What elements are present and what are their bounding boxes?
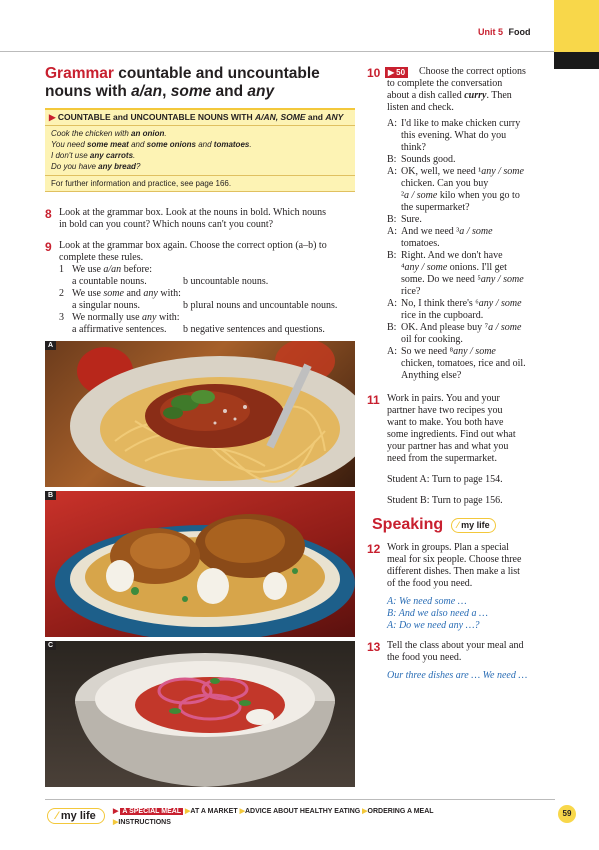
- dialogue-text: And we need ³a / some: [401, 226, 493, 237]
- dialogue-line: [387, 142, 547, 154]
- my-life-badge-label: my life: [461, 519, 490, 530]
- grammar-box-footer: For further information and practice, see page 166.: [51, 179, 232, 188]
- dialogue-text: think?: [401, 142, 426, 153]
- dialogue-text: chicken, tomatoes, rice and oil.: [401, 358, 526, 369]
- dialogue-speaker: B:: [387, 250, 397, 261]
- dialogue-speaker: A:: [387, 298, 397, 309]
- dialogue-speaker: [387, 202, 401, 214]
- footer-link-instructions[interactable]: ▶INSTRUCTIONS: [113, 819, 171, 826]
- exercise-12-line-3: different dishes. Then make a list: [387, 566, 520, 577]
- exercise-9-text-2: complete these rules.: [59, 252, 144, 263]
- dialogue-text: chicken. Can you buy: [401, 178, 489, 189]
- dialogue-line: [387, 118, 547, 130]
- exercise-11-line-6: need from the supermarket.: [387, 453, 497, 464]
- dialogue-text: ⁴any / some onions. I'll get: [401, 262, 507, 273]
- rule-3: 3 We normally use any with: a affirmative sentences. b negative sentences and questions.: [59, 312, 325, 335]
- footer-link-market[interactable]: ▶AT A MARKET: [185, 808, 238, 815]
- dialogue-line: [387, 334, 547, 346]
- dialogue-speaker: B:: [387, 214, 397, 225]
- photo-b-label: B: [45, 491, 56, 500]
- page-number: 59: [558, 805, 576, 823]
- dialogue-speaker: A:: [387, 166, 397, 177]
- dialogue-text: OK. And please buy ⁷a / some: [401, 322, 522, 333]
- rule-1-option-a: a countable nouns.: [72, 276, 147, 287]
- dialogue-speaker: [387, 274, 401, 286]
- exercise-10-intro-2: to complete the conversation: [387, 78, 503, 89]
- grammar-title-some: some: [170, 83, 212, 100]
- dialogue-text: oil for cooking.: [401, 334, 463, 345]
- box-heading-and: and: [305, 112, 326, 122]
- photo-b-chicken: [45, 491, 355, 637]
- dialogue-speaker: [387, 334, 401, 346]
- exercise-11: [367, 393, 547, 507]
- dialogue-text: OK, well, we need ¹any / some: [401, 166, 524, 177]
- dialogue-text: So we need ⁸any / some: [401, 346, 496, 357]
- exercise-9-text-1: Look at the grammar box again. Choose the correct option (a–b) to: [59, 240, 327, 251]
- my-life-badge: [451, 518, 496, 533]
- dialogue-line: [387, 202, 547, 214]
- box-heading-em: A/AN, SOME: [254, 112, 306, 122]
- footer-rule: [45, 799, 555, 800]
- dialogue-line: [387, 298, 547, 310]
- exercise-12-line-1: Work in groups. Plan a special: [387, 542, 509, 553]
- footer-link-healthy[interactable]: ▶ADVICE ABOUT HEALTHY EATING: [239, 808, 361, 815]
- dialogue-speaker: B:: [387, 154, 397, 165]
- arrow-icon: ▶: [362, 808, 368, 815]
- rule-1-option-b: b uncountable nouns.: [183, 276, 269, 287]
- speaking-heading: [372, 516, 496, 534]
- footer-my-life-badge: [47, 808, 105, 824]
- exercise-10-intro-3: about a dish called curry. Then: [387, 90, 512, 101]
- exercise-12-example-2: B: And we also need a …: [387, 608, 488, 619]
- dialogue-speaker: [387, 262, 401, 274]
- exercise-13-example: Our three dishes are … We need …: [387, 670, 528, 681]
- exercise-12-line-4: of the food you need.: [387, 578, 473, 589]
- audio-track-badge[interactable]: [385, 67, 408, 78]
- grammar-title-any: any: [247, 83, 275, 100]
- exercise-13-line-1: Tell the class about your meal and: [387, 640, 524, 651]
- arrow-icon: ▶: [239, 808, 245, 815]
- speaking-title: Speaking: [372, 516, 444, 533]
- dialogue-line: [387, 166, 547, 178]
- rule-1: 1 We use a/an before: a countable nouns. b uncountable nouns.: [59, 264, 269, 287]
- rule-2: 2 We use some and any with: a singular nouns. b plural nouns and uncountable nouns.: [59, 288, 338, 311]
- exercise-9: [45, 240, 360, 336]
- exercise-11-line-1: Work in pairs. You and your: [387, 393, 500, 404]
- rules-list: [59, 264, 360, 336]
- dialogue-line: [387, 322, 547, 334]
- exercise-10: [367, 66, 547, 382]
- rule-3-option-a: a affirmative sentences.: [72, 324, 167, 335]
- box-heading-any: ANY: [325, 112, 344, 122]
- example-line-4: Do you have any bread?: [51, 162, 141, 171]
- pencil-tick-icon: ⁄: [457, 519, 459, 530]
- dialogue-speaker: [387, 358, 401, 370]
- exercise-11-line-4: some ingredients. Find out what: [387, 429, 516, 440]
- example-line-2: You need some meat and some onions and tomatoes.: [51, 140, 252, 149]
- dialogue-text: No, I think there's ⁶any / some: [401, 298, 522, 309]
- dialogue-text: rice?: [401, 286, 421, 297]
- rule-2-option-b: b plural nouns and uncountable nouns.: [183, 300, 338, 311]
- dialogue: [387, 118, 547, 382]
- example-line-3: I don't use any carrots.: [51, 151, 136, 160]
- footer-pencil-icon: ⁄: [56, 810, 58, 822]
- exercise-12-number: 12: [367, 542, 381, 556]
- box-heading-pre: COUNTABLE and UNCOUNTABLE NOUNS WITH: [57, 112, 255, 122]
- exercise-8-number: 8: [45, 207, 52, 221]
- exercise-11-line-2: partner have two recipes you: [387, 405, 503, 416]
- dialogue-speaker: [387, 130, 401, 142]
- header-black-tab: [554, 52, 599, 69]
- footer-link-special-meal[interactable]: ▶ A SPECIAL MEAL: [113, 808, 182, 815]
- photo-c-salad: [45, 641, 355, 787]
- rule-2-option-a: a singular nouns.: [72, 300, 141, 311]
- grammar-title-red: Grammar: [45, 65, 114, 82]
- arrow-icon: ▶: [113, 819, 119, 826]
- footer-badge-label: my life: [60, 810, 96, 822]
- exercise-8-text-1: Look at the grammar box. Look at the nouns in bold. Which nouns: [59, 207, 326, 218]
- dialogue-line: [387, 274, 547, 286]
- dialogue-line: [387, 178, 547, 190]
- grammar-title-line2: nouns with: [45, 83, 132, 100]
- student-b-instruction: Student B: Turn to page 156.: [387, 495, 503, 506]
- dialogue-speaker: [387, 238, 401, 250]
- dialogue-speaker: [387, 178, 401, 190]
- exercise-10-intro-1: Choose the correct options: [419, 66, 526, 77]
- exercise-11-number: 11: [367, 393, 380, 407]
- grammar-box-heading: [45, 110, 355, 125]
- exercise-12: [367, 542, 547, 632]
- exercise-8-text-2: in bold can you count? Which nouns can't you count?: [59, 219, 274, 230]
- dialogue-text: the supermarket?: [401, 202, 470, 213]
- exercise-12-line-2: meal for six people. Choose three: [387, 554, 522, 565]
- exercise-8: [45, 207, 360, 231]
- dialogue-line: [387, 370, 547, 382]
- exercise-12-example-1: A: We need some …: [387, 596, 467, 607]
- dialogue-line: [387, 214, 547, 226]
- exercise-11-line-5: your partner has and what you: [387, 441, 509, 452]
- exercise-12-example-3: A: Do we need any …?: [387, 620, 480, 631]
- dialogue-speaker: [387, 286, 401, 298]
- spaghetti-illustration: [45, 341, 355, 487]
- dialogue-line: [387, 358, 547, 370]
- rule-3-option-b: b negative sentences and questions.: [183, 324, 325, 335]
- exercise-13-line-2: the food you need.: [387, 652, 462, 663]
- dialogue-line: [387, 226, 547, 238]
- dialogue-text: Sure.: [401, 214, 422, 225]
- audio-track-number: 50: [396, 68, 406, 77]
- dialogue-text: tomatoes.: [401, 238, 440, 249]
- header-rule: [0, 51, 599, 52]
- chicken-illustration: [45, 491, 355, 637]
- dialogue-text: ²a / some kilo when you go to: [401, 190, 520, 201]
- dialogue-text: Anything else?: [401, 370, 462, 381]
- arrow-right-icon: ▶: [49, 112, 56, 122]
- dialogue-text: rice in the cupboard.: [401, 310, 484, 321]
- dialogue-text: some. Do we need ⁵any / some: [401, 274, 524, 285]
- unit-label: [478, 27, 531, 37]
- footer-link-ordering[interactable]: ▶ORDERING A MEAL: [362, 808, 434, 815]
- dialogue-line: [387, 346, 547, 358]
- grammar-title-aan: a/an: [131, 83, 163, 100]
- play-icon: ▶: [388, 68, 395, 77]
- unit-number: Unit 5: [478, 27, 504, 37]
- exercise-13: [367, 640, 547, 682]
- dialogue-speaker: B:: [387, 322, 397, 333]
- dialogue-line: [387, 238, 547, 250]
- dialogue-line: [387, 250, 547, 262]
- footer-lesson-links: [113, 806, 453, 828]
- dialogue-line: [387, 190, 547, 202]
- dialogue-line: [387, 262, 547, 274]
- grammar-examples: [45, 128, 355, 172]
- dialogue-speaker: A:: [387, 346, 397, 357]
- dialogue-speaker: [387, 310, 401, 322]
- dialogue-speaker: [387, 142, 401, 154]
- exercise-11-line-3: want to make. You both have: [387, 417, 504, 428]
- grammar-box-rule: [45, 125, 355, 126]
- arrow-icon: ▶: [185, 808, 191, 815]
- grammar-box: [45, 108, 355, 192]
- dialogue-speaker: A:: [387, 118, 397, 129]
- dialogue-speaker: [387, 370, 401, 382]
- dialogue-line: [387, 286, 547, 298]
- dialogue-line: [387, 130, 547, 142]
- photo-a-spaghetti: [45, 341, 355, 487]
- photo-c-label: C: [45, 641, 56, 650]
- exercise-10-number: 10: [367, 66, 381, 80]
- dialogue-line: [387, 154, 547, 166]
- dialogue-line: [387, 310, 547, 322]
- dialogue-speaker: A:: [387, 226, 397, 237]
- unit-topic: Food: [508, 27, 531, 37]
- grammar-title: [45, 65, 345, 101]
- dialogue-speaker: [387, 190, 401, 202]
- dialogue-text: Right. And we don't have: [401, 250, 503, 261]
- grammar-title-rest: countable and uncountable: [113, 65, 320, 82]
- dialogue-text: this evening. What do you: [401, 130, 507, 141]
- grammar-title-and: and: [211, 83, 248, 100]
- dialogue-text: I'd like to make chicken curry: [401, 118, 521, 129]
- photo-a-label: A: [45, 341, 56, 350]
- exercise-13-number: 13: [367, 640, 381, 654]
- salad-illustration: [45, 641, 355, 787]
- header-yellow-tab: [554, 0, 599, 52]
- exercise-9-number: 9: [45, 240, 52, 254]
- arrow-icon: ▶: [113, 808, 119, 815]
- example-line-1: Cook the chicken with an onion.: [51, 129, 167, 138]
- exercise-10-intro-4: listen and check.: [387, 102, 454, 113]
- dialogue-text: Sounds good.: [401, 154, 456, 165]
- grammar-title-comma: ,: [162, 83, 171, 100]
- student-a-instruction: Student A: Turn to page 154.: [387, 474, 503, 485]
